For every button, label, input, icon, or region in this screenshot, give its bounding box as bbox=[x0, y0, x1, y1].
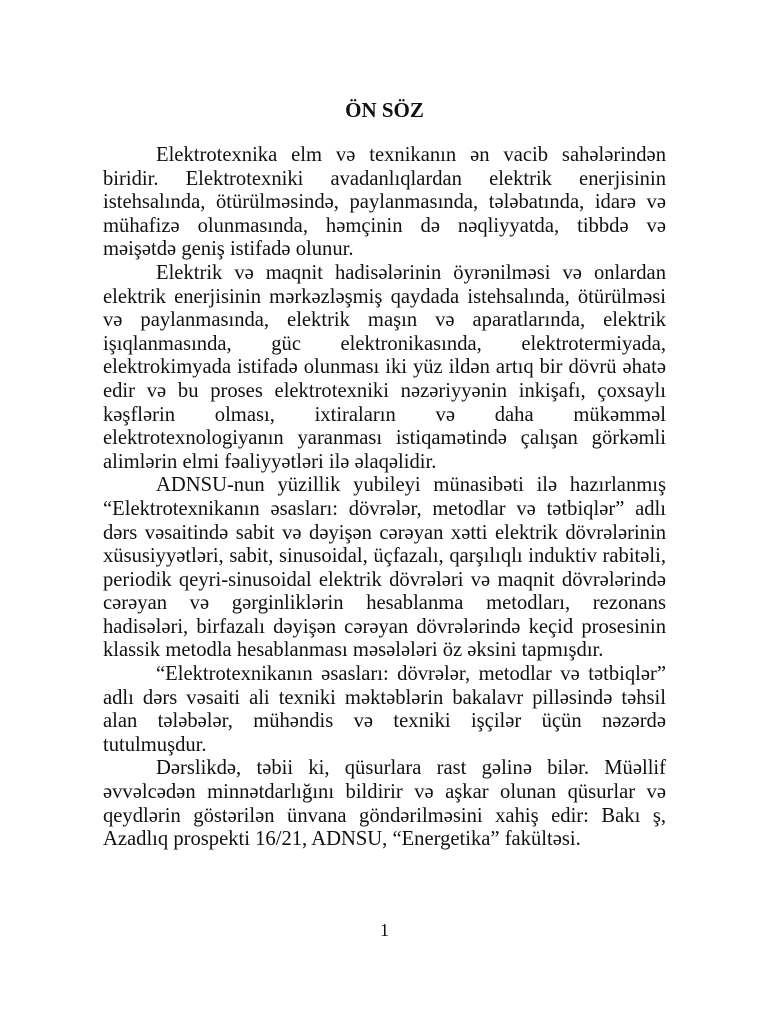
paragraph-2: Elektrik və maqnit hadisələrinin öyrənilməsi və onlardan elektrik enerjisinin mərkəzləşmiş qaydada istehsalında, ötürülməsi və paylanmasında, elektrik maşın və aparatlarında, elektrik işıqlanmasında, güc elektronikasında, elektrotermiyada, elektrokimyada istifadə olunması iki yüz ildən artıq bir dövrü əhatə edir və bu proses elektrotexniki nəzəriyyənin inkişafı, çoxsaylı kəşflərin olması, ixtiraların və daha mükəmməl elektrotexnologiyanın yaranması istiqamətində çalışan görkəmli alimlərin elmi fəaliyyətləri ilə əlaqəlidir. bbox=[103, 261, 666, 473]
body-text bbox=[103, 144, 666, 852]
document-page bbox=[103, 0, 666, 1024]
page-number: 1 bbox=[380, 920, 389, 940]
paragraph-1: Elektrotexnika elm və texnikanın ən vacib sahələrindən biridir. Elektrotexniki avadanlıqlardan elektrik enerjisinin istehsalında, ötürülməsində, paylanmasında, tələbatında, idarə və mühafizə olunmasında, həmçinin də nəqliyyatda, tibbdə və məişətdə geniş istifadə olunur. bbox=[103, 144, 666, 261]
page-title: ÖN SÖZ bbox=[345, 98, 424, 122]
paragraph-3: ADNSU-nun yüzillik yubileyi münasibəti ilə hazırlanmış “Elektrotexnikanın əsasları: dövrələr, metodlar və tətbiqlər” adlı dərs vəsaitində sabit və dəyişən cərəyan xətti elektrik dövrələrinin xüsusiyyətləri, sabit, sinusoidal, üçfazalı, qarşılıqlı induktiv rabitəli, periodik qeyri-sinusoidal elektrik dövrələri və maqnit dövrələrində cərəyan və gərginliklərin hesablanma metodları, rezonans hadisələri, birfazalı dəyişən cərəyan dövrələrində keçid prosesinin klassik metodla hesablanması məsələləri öz əksini tapmışdır. bbox=[103, 474, 666, 662]
paragraph-5: Dərslikdə, təbii ki, qüsurlara rast gəlinə bilər. Müəllif əvvəlcədən minnətdarlığını bildirir və aşkar olunan qüsurlar və qeydlərin göstərilən ünvana göndərilməsini xahiş edir: Bakı ş, Azadlıq prospekti 16/21, ADNSU, “Energetika” fakültəsi. bbox=[103, 757, 666, 851]
paragraph-4: “Elektrotexnikanın əsasları: dövrələr, metodlar və tətbiqlər” adlı dərs vəsaiti ali texniki məktəblərin bakalavr pilləsində təhsil alan tələbələr, mühəndis və texniki işçilər üçün nəzərdə tutulmuşdur. bbox=[103, 663, 666, 756]
